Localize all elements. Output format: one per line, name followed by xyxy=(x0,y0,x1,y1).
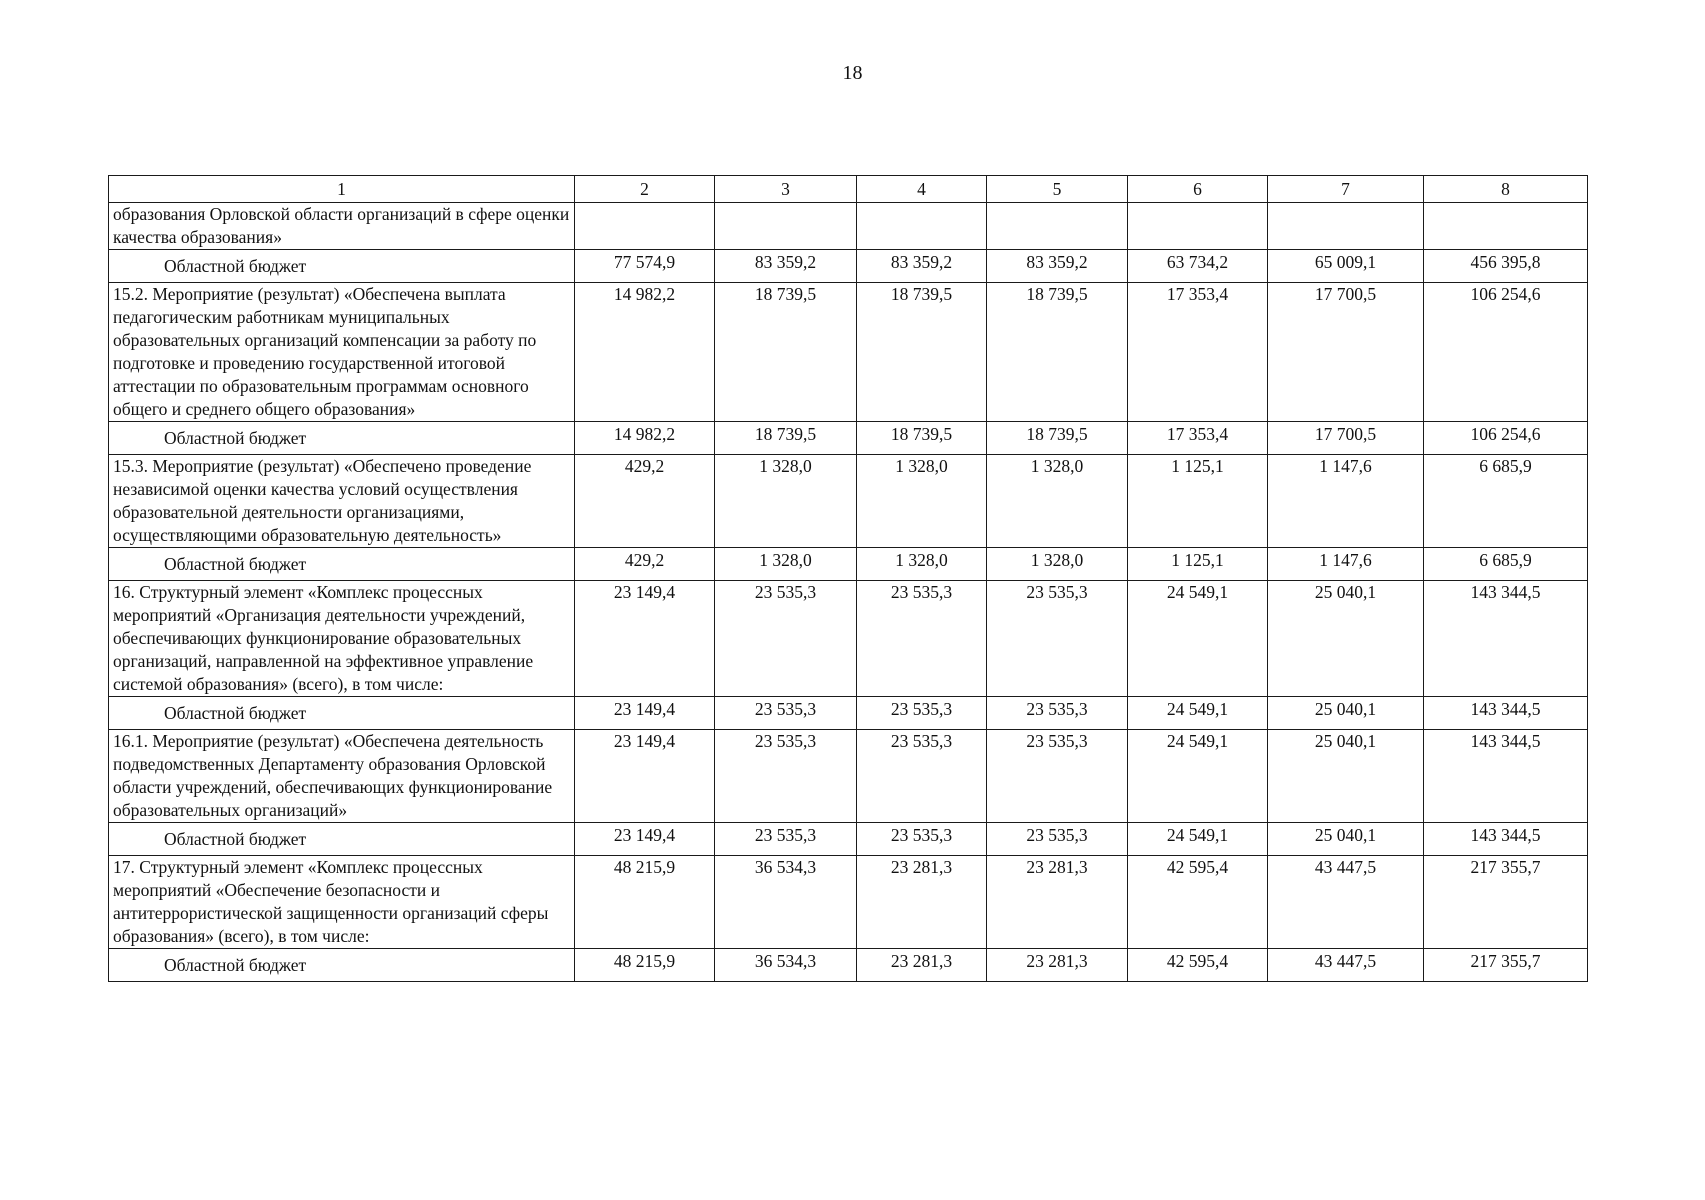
value-cell: 25 040,1 xyxy=(1268,697,1424,730)
value-cell: 217 355,7 xyxy=(1424,949,1588,982)
row-description: 16. Структурный элемент «Комплекс процессных мероприятий «Организация деятельности учреждений, обеспечивающих функционирование образовательных организаций, направленной на эффективное управление системой образования» (всего), в том числе: xyxy=(109,581,575,697)
budget-label: Областной бюджет xyxy=(109,949,575,982)
value-cell: 42 595,4 xyxy=(1128,856,1268,949)
value-cell: 25 040,1 xyxy=(1268,581,1424,697)
value-cell: 24 549,1 xyxy=(1128,697,1268,730)
value-cell: 24 549,1 xyxy=(1128,823,1268,856)
value-cell: 1 125,1 xyxy=(1128,548,1268,581)
value-cell: 23 535,3 xyxy=(857,823,987,856)
value-cell: 143 344,5 xyxy=(1424,823,1588,856)
value-cell: 23 535,3 xyxy=(715,697,857,730)
row-description: образования Орловской области организаций в сфере оценки качества образования» xyxy=(109,203,575,250)
value-cell: 429,2 xyxy=(575,548,715,581)
value-cell: 77 574,9 xyxy=(575,250,715,283)
value-cell xyxy=(987,203,1128,250)
value-cell: 83 359,2 xyxy=(857,250,987,283)
value-cell: 43 447,5 xyxy=(1268,949,1424,982)
column-header: 1 xyxy=(109,176,575,203)
row-description: 15.3. Мероприятие (результат) «Обеспечено проведение независимой оценки качества условий осуществления образовательной деятельности организациями, осуществляющими образовательную деятельность» xyxy=(109,455,575,548)
value-cell: 23 149,4 xyxy=(575,581,715,697)
value-cell: 1 328,0 xyxy=(857,548,987,581)
header-row xyxy=(109,176,1588,203)
value-cell: 17 700,5 xyxy=(1268,283,1424,422)
value-cell: 43 447,5 xyxy=(1268,856,1424,949)
value-cell: 1 328,0 xyxy=(987,548,1128,581)
value-cell xyxy=(715,203,857,250)
value-cell: 23 535,3 xyxy=(987,581,1128,697)
budget-table xyxy=(108,175,1588,982)
value-cell: 23 281,3 xyxy=(857,856,987,949)
value-cell: 23 535,3 xyxy=(987,697,1128,730)
column-header: 3 xyxy=(715,176,857,203)
budget-label: Областной бюджет xyxy=(109,548,575,581)
value-cell xyxy=(857,203,987,250)
value-cell: 18 739,5 xyxy=(857,283,987,422)
value-cell: 83 359,2 xyxy=(987,250,1128,283)
value-cell: 1 328,0 xyxy=(715,548,857,581)
table-row xyxy=(109,203,1588,250)
value-cell: 23 535,3 xyxy=(715,730,857,823)
value-cell: 36 534,3 xyxy=(715,856,857,949)
value-cell: 24 549,1 xyxy=(1128,730,1268,823)
page-number: 18 xyxy=(842,62,863,84)
budget-label: Областной бюджет xyxy=(109,697,575,730)
value-cell: 23 535,3 xyxy=(987,730,1128,823)
value-cell: 429,2 xyxy=(575,455,715,548)
value-cell: 1 328,0 xyxy=(857,455,987,548)
value-cell xyxy=(1424,203,1588,250)
value-cell: 25 040,1 xyxy=(1268,730,1424,823)
budget-row xyxy=(109,422,1588,455)
value-cell: 217 355,7 xyxy=(1424,856,1588,949)
value-cell: 143 344,5 xyxy=(1424,581,1588,697)
value-cell: 1 147,6 xyxy=(1268,455,1424,548)
value-cell: 23 535,3 xyxy=(857,697,987,730)
value-cell: 14 982,2 xyxy=(575,422,715,455)
value-cell: 17 353,4 xyxy=(1128,422,1268,455)
table-row xyxy=(109,856,1588,949)
value-cell: 1 147,6 xyxy=(1268,548,1424,581)
value-cell xyxy=(1268,203,1424,250)
value-cell: 25 040,1 xyxy=(1268,823,1424,856)
budget-row xyxy=(109,949,1588,982)
value-cell: 6 685,9 xyxy=(1424,548,1588,581)
table-row xyxy=(109,730,1588,823)
column-header: 8 xyxy=(1424,176,1588,203)
column-header: 6 xyxy=(1128,176,1268,203)
table-row xyxy=(109,455,1588,548)
budget-row xyxy=(109,548,1588,581)
value-cell: 83 359,2 xyxy=(715,250,857,283)
value-cell: 143 344,5 xyxy=(1424,697,1588,730)
row-description: 15.2. Мероприятие (результат) «Обеспечена выплата педагогическим работникам муниципальных образовательных организаций компенсации за работу по подготовке и проведению государственной итоговой аттестации по образовательным программам основного общего и среднего общего образования» xyxy=(109,283,575,422)
column-header: 5 xyxy=(987,176,1128,203)
value-cell: 23 535,3 xyxy=(857,581,987,697)
value-cell: 18 739,5 xyxy=(857,422,987,455)
budget-label: Областной бюджет xyxy=(109,422,575,455)
budget-label: Областной бюджет xyxy=(109,250,575,283)
value-cell: 48 215,9 xyxy=(575,949,715,982)
value-cell: 23 535,3 xyxy=(715,823,857,856)
value-cell: 23 535,3 xyxy=(715,581,857,697)
value-cell: 23 281,3 xyxy=(987,949,1128,982)
value-cell: 23 535,3 xyxy=(987,823,1128,856)
value-cell: 106 254,6 xyxy=(1424,422,1588,455)
value-cell: 14 982,2 xyxy=(575,283,715,422)
row-description: 16.1. Мероприятие (результат) «Обеспечена деятельность подведомственных Департаменту образования Орловской области учреждений, обеспечивающих функционирование образовательных организаций» xyxy=(109,730,575,823)
value-cell: 65 009,1 xyxy=(1268,250,1424,283)
value-cell: 106 254,6 xyxy=(1424,283,1588,422)
budget-label: Областной бюджет xyxy=(109,823,575,856)
value-cell: 17 353,4 xyxy=(1128,283,1268,422)
value-cell: 1 328,0 xyxy=(715,455,857,548)
value-cell xyxy=(1128,203,1268,250)
table-row xyxy=(109,581,1588,697)
value-cell: 23 149,4 xyxy=(575,730,715,823)
value-cell: 18 739,5 xyxy=(987,283,1128,422)
budget-row xyxy=(109,697,1588,730)
value-cell: 6 685,9 xyxy=(1424,455,1588,548)
column-header: 2 xyxy=(575,176,715,203)
value-cell: 23 149,4 xyxy=(575,823,715,856)
budget-row xyxy=(109,823,1588,856)
table-body xyxy=(109,203,1588,982)
value-cell: 1 125,1 xyxy=(1128,455,1268,548)
value-cell: 63 734,2 xyxy=(1128,250,1268,283)
value-cell: 18 739,5 xyxy=(715,422,857,455)
value-cell: 17 700,5 xyxy=(1268,422,1424,455)
budget-row xyxy=(109,250,1588,283)
value-cell: 18 739,5 xyxy=(715,283,857,422)
value-cell: 1 328,0 xyxy=(987,455,1128,548)
value-cell: 143 344,5 xyxy=(1424,730,1588,823)
value-cell: 23 281,3 xyxy=(987,856,1128,949)
value-cell: 23 149,4 xyxy=(575,697,715,730)
column-header: 7 xyxy=(1268,176,1424,203)
value-cell: 42 595,4 xyxy=(1128,949,1268,982)
value-cell: 23 535,3 xyxy=(857,730,987,823)
value-cell: 48 215,9 xyxy=(575,856,715,949)
value-cell: 36 534,3 xyxy=(715,949,857,982)
value-cell: 24 549,1 xyxy=(1128,581,1268,697)
column-header: 4 xyxy=(857,176,987,203)
table-row xyxy=(109,283,1588,422)
value-cell: 456 395,8 xyxy=(1424,250,1588,283)
row-description: 17. Структурный элемент «Комплекс процессных мероприятий «Обеспечение безопасности и антитеррористической защищенности организаций сферы образования» (всего), в том числе: xyxy=(109,856,575,949)
value-cell: 23 281,3 xyxy=(857,949,987,982)
value-cell xyxy=(575,203,715,250)
value-cell: 18 739,5 xyxy=(987,422,1128,455)
